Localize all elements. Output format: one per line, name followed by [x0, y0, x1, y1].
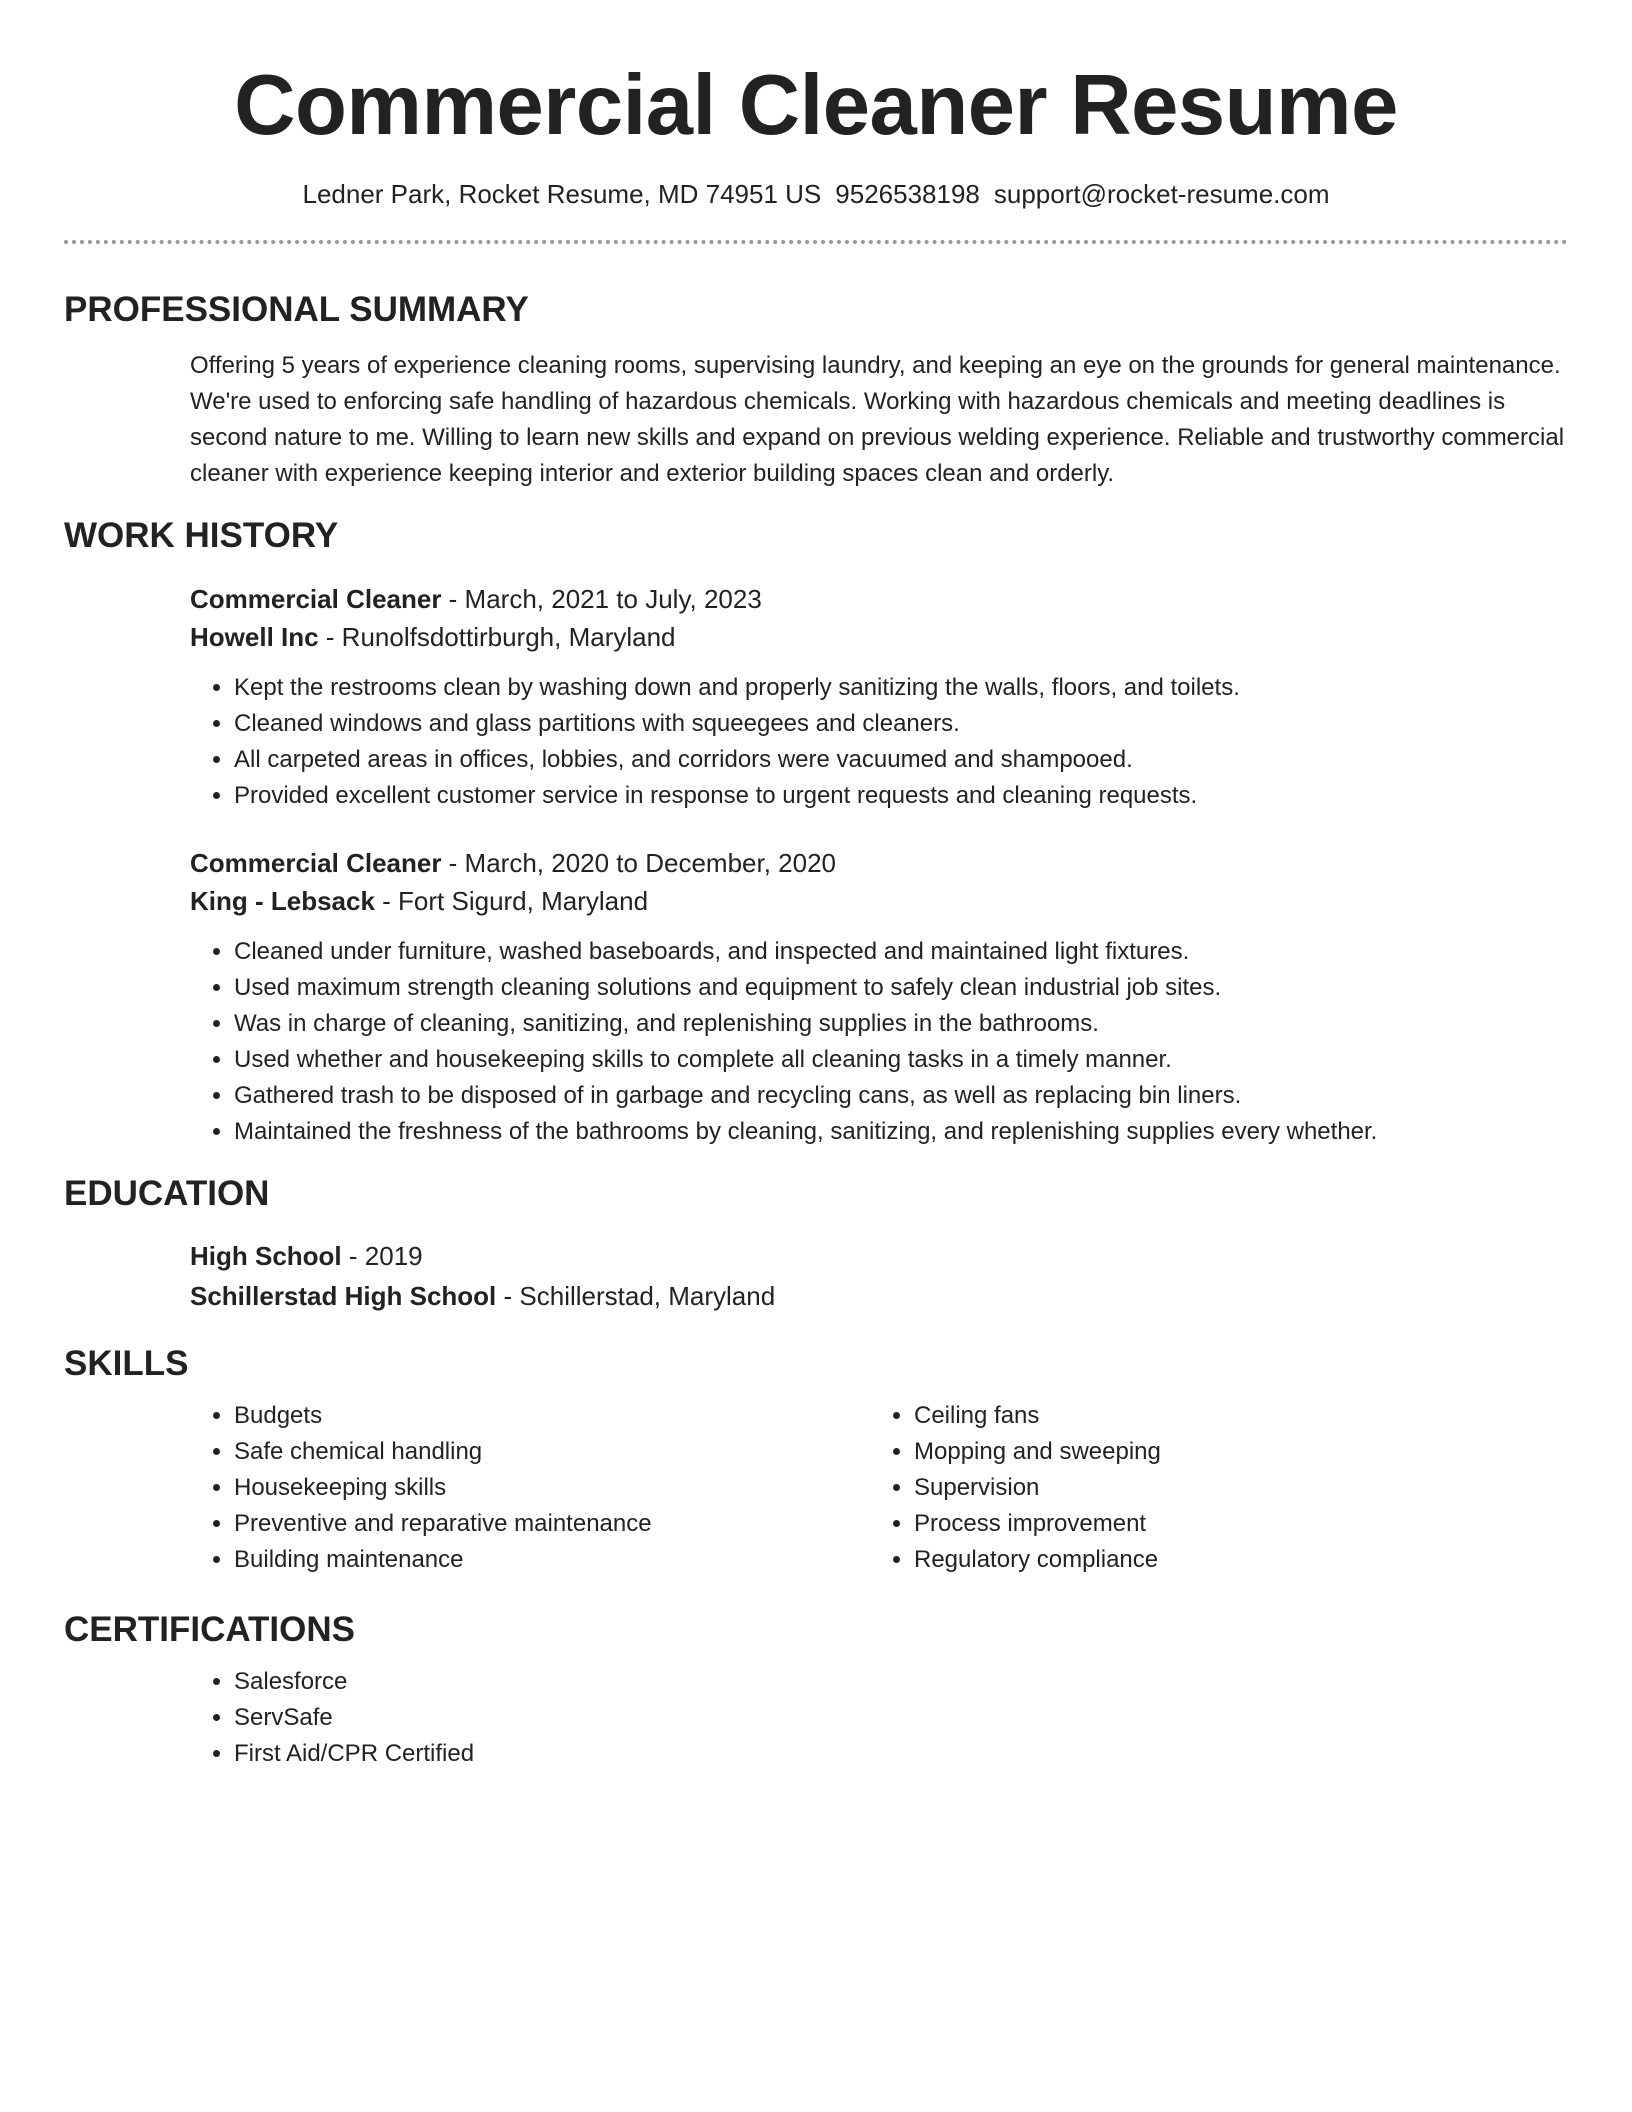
job-title-line: [190, 844, 1568, 882]
resume-page: [64, 0, 1568, 2112]
list-item: • Regulatory compliance: [914, 1542, 1550, 1578]
list-item: • Used whether and housekeeping skills to complete all cleaning tasks in a timely manner.: [234, 1042, 1568, 1078]
list-item: • Safe chemical handling: [234, 1434, 870, 1470]
list-item: • Was in charge of cleaning, sanitizing, and replenishing supplies in the bathrooms.: [234, 1006, 1568, 1042]
summary-heading: PROFESSIONAL SUMMARY: [64, 290, 529, 329]
education-school: Schillerstad High School: [190, 1281, 497, 1311]
education-location: - Schillerstad, Maryland: [496, 1281, 776, 1311]
list-item: • Budgets: [234, 1398, 870, 1434]
list-item: • All carpeted areas in offices, lobbies, and corridors were vacuumed and shampooed.: [234, 742, 1568, 778]
list-item: • Mopping and sweeping: [914, 1434, 1550, 1470]
job-location: - Fort Sigurd, Maryland: [374, 886, 649, 916]
education-entry: [190, 1236, 1568, 1316]
list-item: • Supervision: [914, 1470, 1550, 1506]
certifications-list: [190, 1664, 1568, 1772]
contact-email: support@rocket-resume.com: [993, 179, 1330, 209]
skills-column-right: [870, 1398, 1550, 1578]
list-item: • Maintained the freshness of the bathrooms by cleaning, sanitizing, and replenishing supplies every whether.: [234, 1114, 1568, 1150]
resume-title: Commercial Cleaner Resume: [234, 58, 1398, 153]
list-item: • Used maximum strength cleaning solutions and equipment to safely clean industrial job sites.: [234, 970, 1568, 1006]
certifications-entry: [190, 1664, 1568, 1772]
list-item: • First Aid/CPR Certified: [234, 1736, 1568, 1772]
job-duties-list: [190, 670, 1568, 814]
certifications-heading: CERTIFICATIONS: [64, 1610, 356, 1649]
job-location: - Runolfsdottirburgh, Maryland: [318, 622, 676, 652]
education-heading: EDUCATION: [64, 1174, 270, 1213]
job-dates: - March, 2021 to July, 2023: [441, 584, 762, 614]
list-item: • Process improvement: [914, 1506, 1550, 1542]
list-item: • Cleaned windows and glass partitions with squeegees and cleaners.: [234, 706, 1568, 742]
education-year: - 2019: [341, 1241, 423, 1271]
contact-line: [64, 178, 1568, 210]
list-item: • Housekeeping skills: [234, 1470, 870, 1506]
education-degree: High School: [190, 1241, 342, 1271]
list-item: • ServSafe: [234, 1700, 1568, 1736]
list-item: • Preventive and reparative maintenance: [234, 1506, 870, 1542]
list-item: • Provided excellent customer service in response to urgent requests and cleaning requests.: [234, 778, 1568, 814]
job-duties-list: [190, 934, 1568, 1150]
education-school-line: [190, 1276, 1568, 1316]
list-item: • Ceiling fans: [914, 1398, 1550, 1434]
list-item: • Building maintenance: [234, 1542, 870, 1578]
job-entry: [190, 580, 1568, 814]
job-dates: - March, 2020 to December, 2020: [441, 848, 836, 878]
job-company-line: [190, 618, 1568, 656]
skills-heading: SKILLS: [64, 1344, 189, 1383]
job-title: Commercial Cleaner: [190, 848, 442, 878]
skills-column-left: [190, 1398, 870, 1578]
contact-phone: 9526538198: [835, 179, 980, 209]
skills-list: [190, 1398, 870, 1578]
job-company: Howell Inc: [190, 622, 319, 652]
skills-list: [870, 1398, 1550, 1578]
job-entry: [190, 844, 1568, 1150]
list-item: • Kept the restrooms clean by washing down and properly sanitizing the walls, floors, and toilets.: [234, 670, 1568, 706]
job-title-line: [190, 580, 1568, 618]
work-history-heading: WORK HISTORY: [64, 516, 339, 555]
list-item: • Salesforce: [234, 1664, 1568, 1700]
education-degree-line: [190, 1236, 1568, 1276]
skills-grid: [190, 1398, 1568, 1578]
job-title: Commercial Cleaner: [190, 584, 442, 614]
contact-address: Ledner Park, Rocket Resume, MD 74951 US: [302, 179, 822, 209]
job-company: King - Lebsack: [190, 886, 375, 916]
list-item: • Gathered trash to be disposed of in garbage and recycling cans, as well as replacing bin liners.: [234, 1078, 1568, 1114]
summary-text: Offering 5 years of experience cleaning rooms, supervising laundry, and keeping an eye on the grounds for general maintenance. We're used to enforcing safe handling of hazardous chemicals. Working with hazardous chemicals and meeting deadlines is second nature to me. Willing to learn new skills and expand on previous welding experience. Reliable and trustworthy commercial cleaner with experience keeping interior and exterior building spaces clean and orderly.: [190, 352, 1565, 487]
job-company-line: [190, 882, 1568, 920]
list-item: • Cleaned under furniture, washed baseboards, and inspected and maintained light fixtures.: [234, 934, 1568, 970]
header-divider: [64, 240, 1568, 244]
